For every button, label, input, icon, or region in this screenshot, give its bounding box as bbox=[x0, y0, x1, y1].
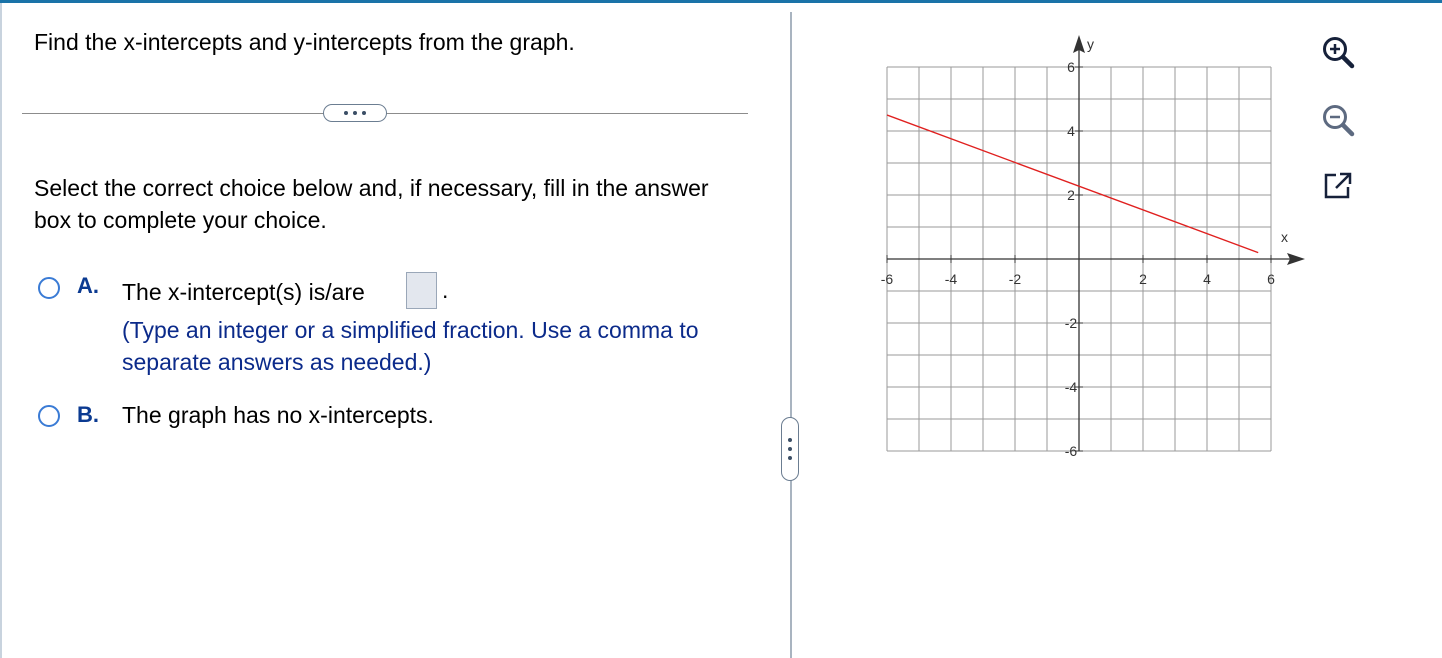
zoom-out-icon bbox=[1320, 102, 1356, 138]
y-tick-label: -4 bbox=[1064, 379, 1078, 395]
y-tick-label: 4 bbox=[1067, 123, 1075, 139]
popout-button[interactable] bbox=[1320, 168, 1356, 204]
y-tick-label: 6 bbox=[1067, 59, 1075, 75]
choice-a-letter: A. bbox=[77, 273, 99, 298]
popout-icon bbox=[1320, 168, 1356, 204]
x-tick-label: 4 bbox=[1203, 271, 1211, 287]
choice-b-text: The graph has no x-intercepts. bbox=[122, 402, 434, 428]
zoom-in-button[interactable] bbox=[1320, 34, 1356, 70]
question-title: Find the x-intercepts and y-intercepts from the graph. bbox=[34, 29, 575, 55]
choice-a-period: . bbox=[442, 277, 449, 303]
x-tick-label: -4 bbox=[944, 271, 958, 287]
y-tick-label: 2 bbox=[1067, 187, 1075, 203]
x-tick-label: -2 bbox=[1008, 271, 1022, 287]
x-tick-label: -6 bbox=[880, 271, 894, 287]
zoom-in-icon bbox=[1320, 34, 1356, 70]
choice-b-letter: B. bbox=[77, 402, 99, 427]
x-tick-label: 6 bbox=[1267, 271, 1275, 287]
y-tick-label: -2 bbox=[1064, 315, 1078, 331]
graph-axes bbox=[887, 35, 1305, 451]
x-tick-label: 2 bbox=[1139, 271, 1147, 287]
choice-a-hint: (Type an integer or a simplified fraction. Use a comma to separate answers as needed.) bbox=[122, 317, 699, 375]
instructions: Select the correct choice below and, if necessary, fill in the answer box to complete your choice. bbox=[34, 175, 709, 233]
x-axis-label: x bbox=[1281, 229, 1288, 245]
y-axis-label: y bbox=[1087, 36, 1094, 52]
choice-a-text: The x-intercept(s) is/are bbox=[122, 279, 365, 305]
zoom-out-button[interactable] bbox=[1320, 102, 1356, 138]
y-tick-label: -6 bbox=[1064, 443, 1078, 459]
